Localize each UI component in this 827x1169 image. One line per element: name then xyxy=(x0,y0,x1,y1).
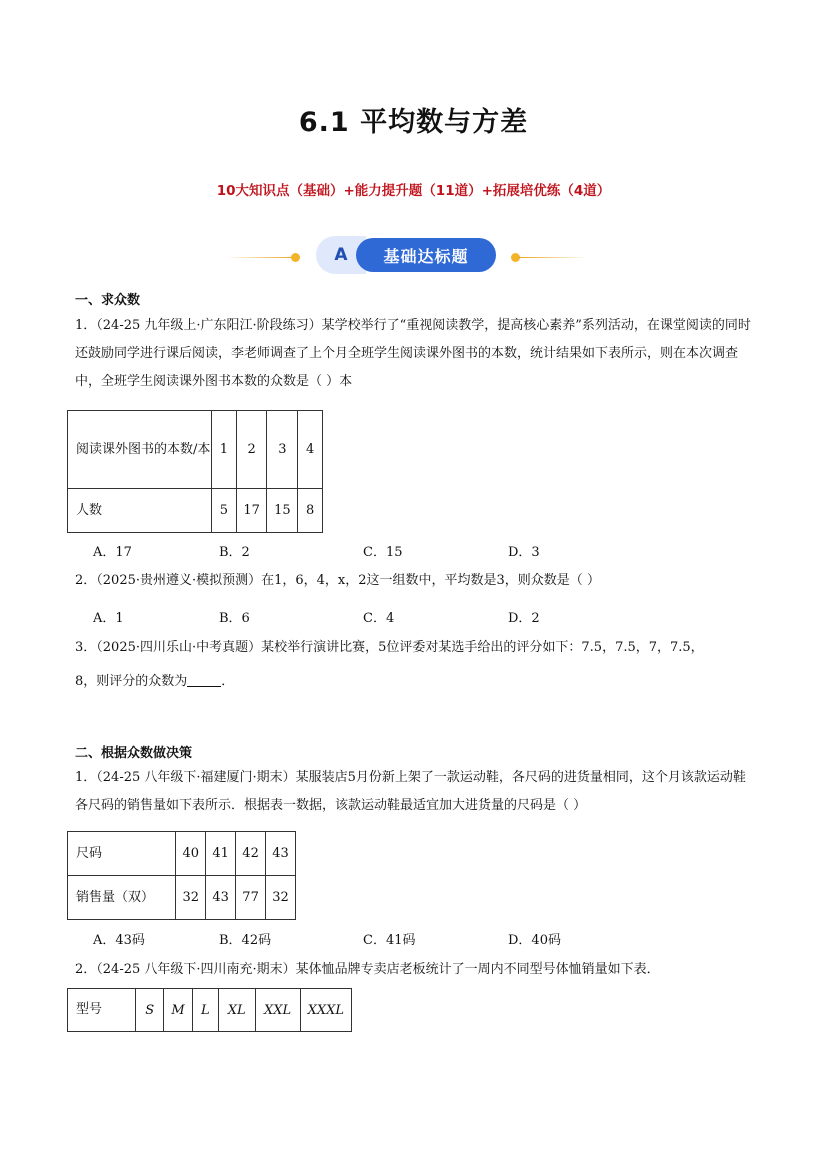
question-text: 1．（24-25 八年级下·福建厦门·期末）某服装店5月份新上架了一款运动鞋，各尺码的进货量相同，这个月该款运动鞋各尺码的销售量如下表所示．根据表一数据，该款运动鞋最适宜加大进货量的尺码是（ ） xyxy=(75,770,746,813)
option-a: A．17 xyxy=(93,545,132,560)
question-text-cont xyxy=(75,668,755,696)
banner-line-right xyxy=(518,257,588,258)
option-d: D．40码 xyxy=(508,933,561,948)
table-cell: 尺码 xyxy=(68,832,176,876)
table-cell: 43 xyxy=(206,876,236,920)
size-label: M xyxy=(171,1002,185,1018)
option-b: B．6 xyxy=(219,611,250,626)
table-cell: 4 xyxy=(298,411,323,489)
table-cell: 43 xyxy=(266,832,296,876)
size-label: XXL xyxy=(263,1002,292,1018)
option-a: A．43码 xyxy=(93,933,145,948)
banner-letter: A xyxy=(316,236,366,274)
table-cell: 77 xyxy=(236,876,266,920)
size-label: L xyxy=(200,1002,210,1018)
table-cell: 人数 xyxy=(68,489,212,533)
table-cell: 41 xyxy=(206,832,236,876)
question-text: 2．（24-25 八年级下·四川南充·期末）某体恤品牌专卖店老板统计了一周内不同型号体恤销量如下表． xyxy=(75,962,660,977)
banner-line-left xyxy=(226,257,296,258)
table-cell: 阅读课外图书的本数/本 xyxy=(68,411,212,489)
data-table xyxy=(67,831,296,920)
table-cell: 32 xyxy=(266,876,296,920)
data-table xyxy=(67,410,323,533)
table-cell: 32 xyxy=(176,876,206,920)
table-cell xyxy=(192,989,218,1032)
question-text-part: 8，则评分的众数为 xyxy=(75,674,188,689)
option-c: C．41码 xyxy=(363,933,416,948)
question-text: 3．（2025·四川乐山·中考真题）某校举行演讲比赛，5位评委对某选手给出的评分如下：7.5，7.5，7，7.5， xyxy=(75,640,704,655)
table-cell xyxy=(255,989,300,1032)
option-b: B．2 xyxy=(219,545,250,560)
table-cell xyxy=(300,989,351,1032)
table-cell: 8 xyxy=(298,489,323,533)
section-heading: 二、根据众数做决策 xyxy=(75,746,193,761)
table-cell xyxy=(164,989,192,1032)
banner-text: 基础达标题 xyxy=(356,238,496,272)
question-text-end: ． xyxy=(221,674,235,689)
table-cell: 2 xyxy=(236,411,267,489)
table-cell: 3 xyxy=(267,411,298,489)
size-label: XL xyxy=(227,1002,246,1018)
table-cell: 40 xyxy=(176,832,206,876)
option-c: C．15 xyxy=(363,545,403,560)
size-label: S xyxy=(145,1002,155,1018)
section-heading: 一、求众数 xyxy=(75,293,141,308)
table-cell: 42 xyxy=(236,832,266,876)
option-d: D．2 xyxy=(508,611,540,626)
table-cell: 1 xyxy=(211,411,236,489)
question-text: 2．（2025·贵州遵义·模拟预测）在1，6，4，x，2这一组数中，平均数是3，则众数是（ ） xyxy=(75,573,600,588)
section-banner xyxy=(316,236,498,274)
banner-dot-left xyxy=(291,253,300,262)
page-title: 6.1 平均数与方差 xyxy=(298,107,529,138)
question-text: 1．（24-25 九年级上·广东阳江·阶段练习）某学校举行了“重视阅读教学，提高核心素养”系列活动，在课堂阅读的同时还鼓励同学进行课后阅读，李老师调查了上个月全班学生阅读课外图书的本数，统计结果如下表所示，则在本次调查中，全班学生阅读课外图书本数的众数是（ ）本 xyxy=(75,318,751,389)
option-c: C．4 xyxy=(363,611,395,626)
page-subtitle: 10大知识点（基础）+能力提升题（11道）+拓展培优练（4道） xyxy=(216,183,611,199)
data-table xyxy=(67,988,352,1032)
table-cell xyxy=(136,989,164,1032)
table-cell xyxy=(218,989,255,1032)
size-label: XXXL xyxy=(307,1002,344,1018)
table-cell: 销售量（双） xyxy=(68,876,176,920)
option-a: A．1 xyxy=(93,611,124,626)
table-cell: 型号 xyxy=(68,989,136,1032)
option-d: D．3 xyxy=(508,545,540,560)
option-b: B．42码 xyxy=(219,933,272,948)
table-cell: 17 xyxy=(236,489,267,533)
table-cell: 15 xyxy=(267,489,298,533)
table-cell: 5 xyxy=(211,489,236,533)
answer-blank xyxy=(187,672,221,687)
